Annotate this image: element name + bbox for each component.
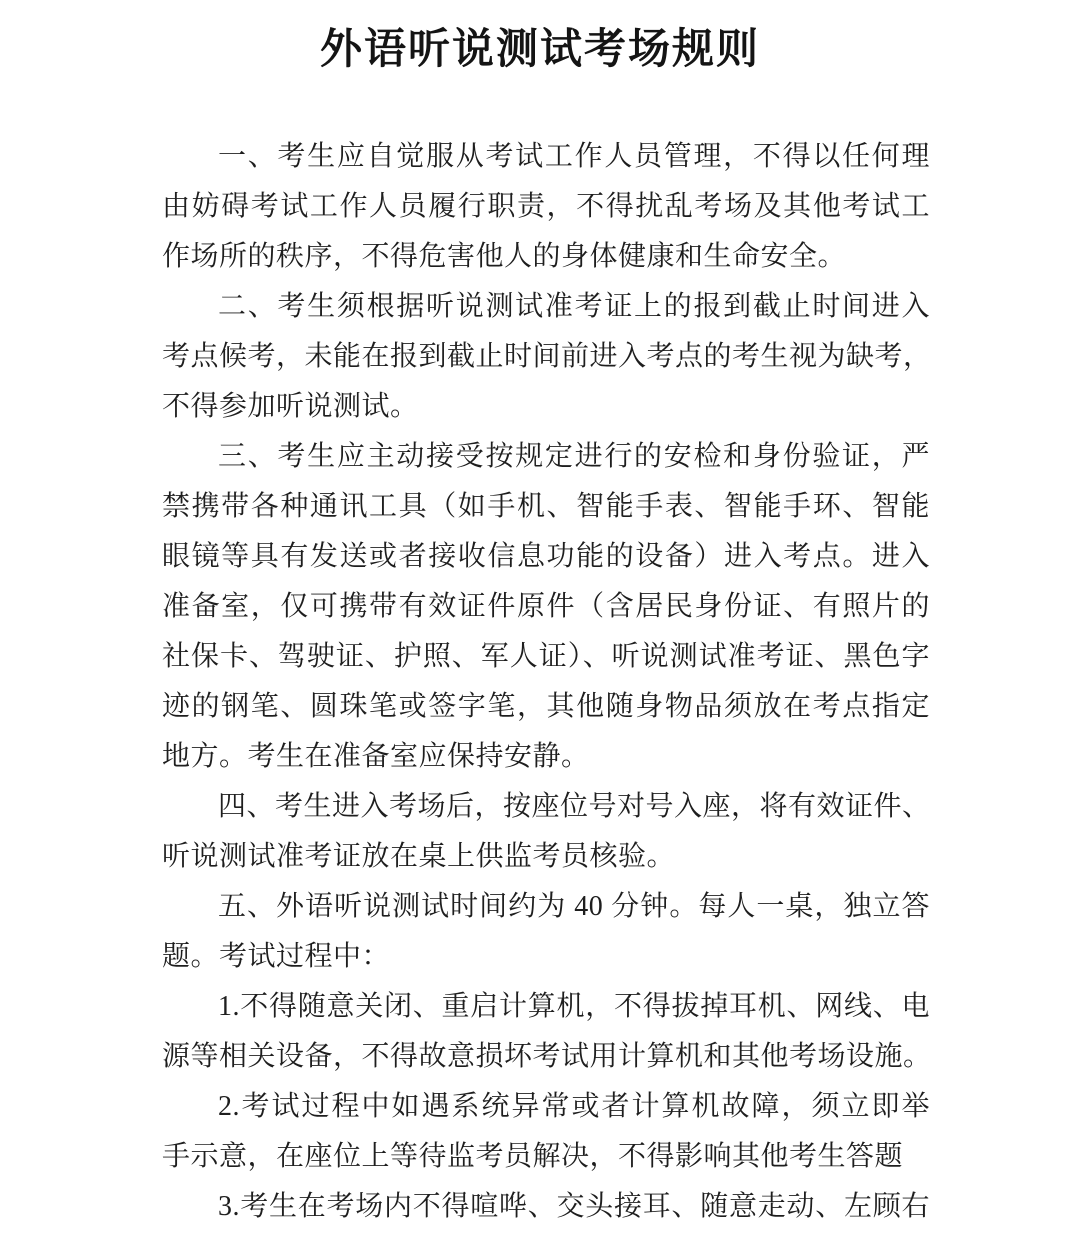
paragraph-1 xyxy=(162,132,930,282)
text-line: 手示意，在座位上等待监考员解决，不得影响其他考生答题 xyxy=(162,1141,904,1172)
text-line: 迹的钢笔、圆珠笔或签字笔，其他随身物品须放在考点指定 xyxy=(162,691,930,722)
paragraph-8 xyxy=(162,1182,930,1232)
text-line: 禁携带各种通讯工具（如手机、智能手表、智能手环、智能 xyxy=(162,491,930,522)
document-title: 外语听说测试考场规则 xyxy=(319,27,760,73)
text-line: 四、考生进入考场后，按座位号对号入座，将有效证件、 xyxy=(218,791,931,822)
text-line: 1.不得随意关闭、重启计算机，不得拔掉耳机、网线、电 xyxy=(218,991,930,1022)
paragraph-2 xyxy=(162,282,930,432)
text-line: 考点候考，未能在报到截止时间前进入考点的考生视为缺考， xyxy=(162,341,932,372)
text-line: 五、外语听说测试时间约为 40 分钟。每人一桌，独立答 xyxy=(218,891,930,922)
text-line: 不得参加听说测试。 xyxy=(162,391,419,422)
paragraph-7 xyxy=(162,1082,930,1182)
text-line: 二、考生须根据听说测试准考证上的报到截止时间进入 xyxy=(218,291,930,322)
paragraph-6 xyxy=(162,982,930,1082)
paragraph-5 xyxy=(162,882,930,982)
text-line: 作场所的秩序，不得危害他人的身体健康和生命安全。 xyxy=(162,241,847,272)
text-line: 地方。考生在准备室应保持安静。 xyxy=(162,741,590,772)
text-line: 一、考生应自觉服从考试工作人员管理，不得以任何理 xyxy=(218,141,930,172)
text-line: 3.考生在考场内不得喧哗、交头接耳、随意走动、左顾右 xyxy=(218,1191,930,1222)
text-line: 由妨碍考试工作人员履行职责，不得扰乱考场及其他考试工 xyxy=(162,191,930,222)
text-line: 源等相关设备，不得故意损坏考试用计算机和其他考场设施。 xyxy=(162,1041,932,1072)
text-line: 准备室，仅可携带有效证件原件（含居民身份证、有照片的 xyxy=(162,591,930,622)
paragraph-4 xyxy=(162,782,930,882)
text-line: 题。考试过程中： xyxy=(162,941,391,972)
text-line: 2.考试过程中如遇系统异常或者计算机故障，须立即举 xyxy=(218,1091,930,1122)
text-line: 听说测试准考证放在桌上供监考员核验。 xyxy=(162,841,676,872)
text-line: 眼镜等具有发送或者接收信息功能的设备）进入考点。进入 xyxy=(162,541,930,572)
text-line: 社保卡、驾驶证、护照、军人证）、听说测试准考证、黑色字 xyxy=(162,641,930,672)
paragraph-3 xyxy=(162,432,930,782)
text-line: 三、考生应主动接受按规定进行的安检和身份验证，严 xyxy=(218,441,930,472)
document-body xyxy=(162,132,930,1232)
